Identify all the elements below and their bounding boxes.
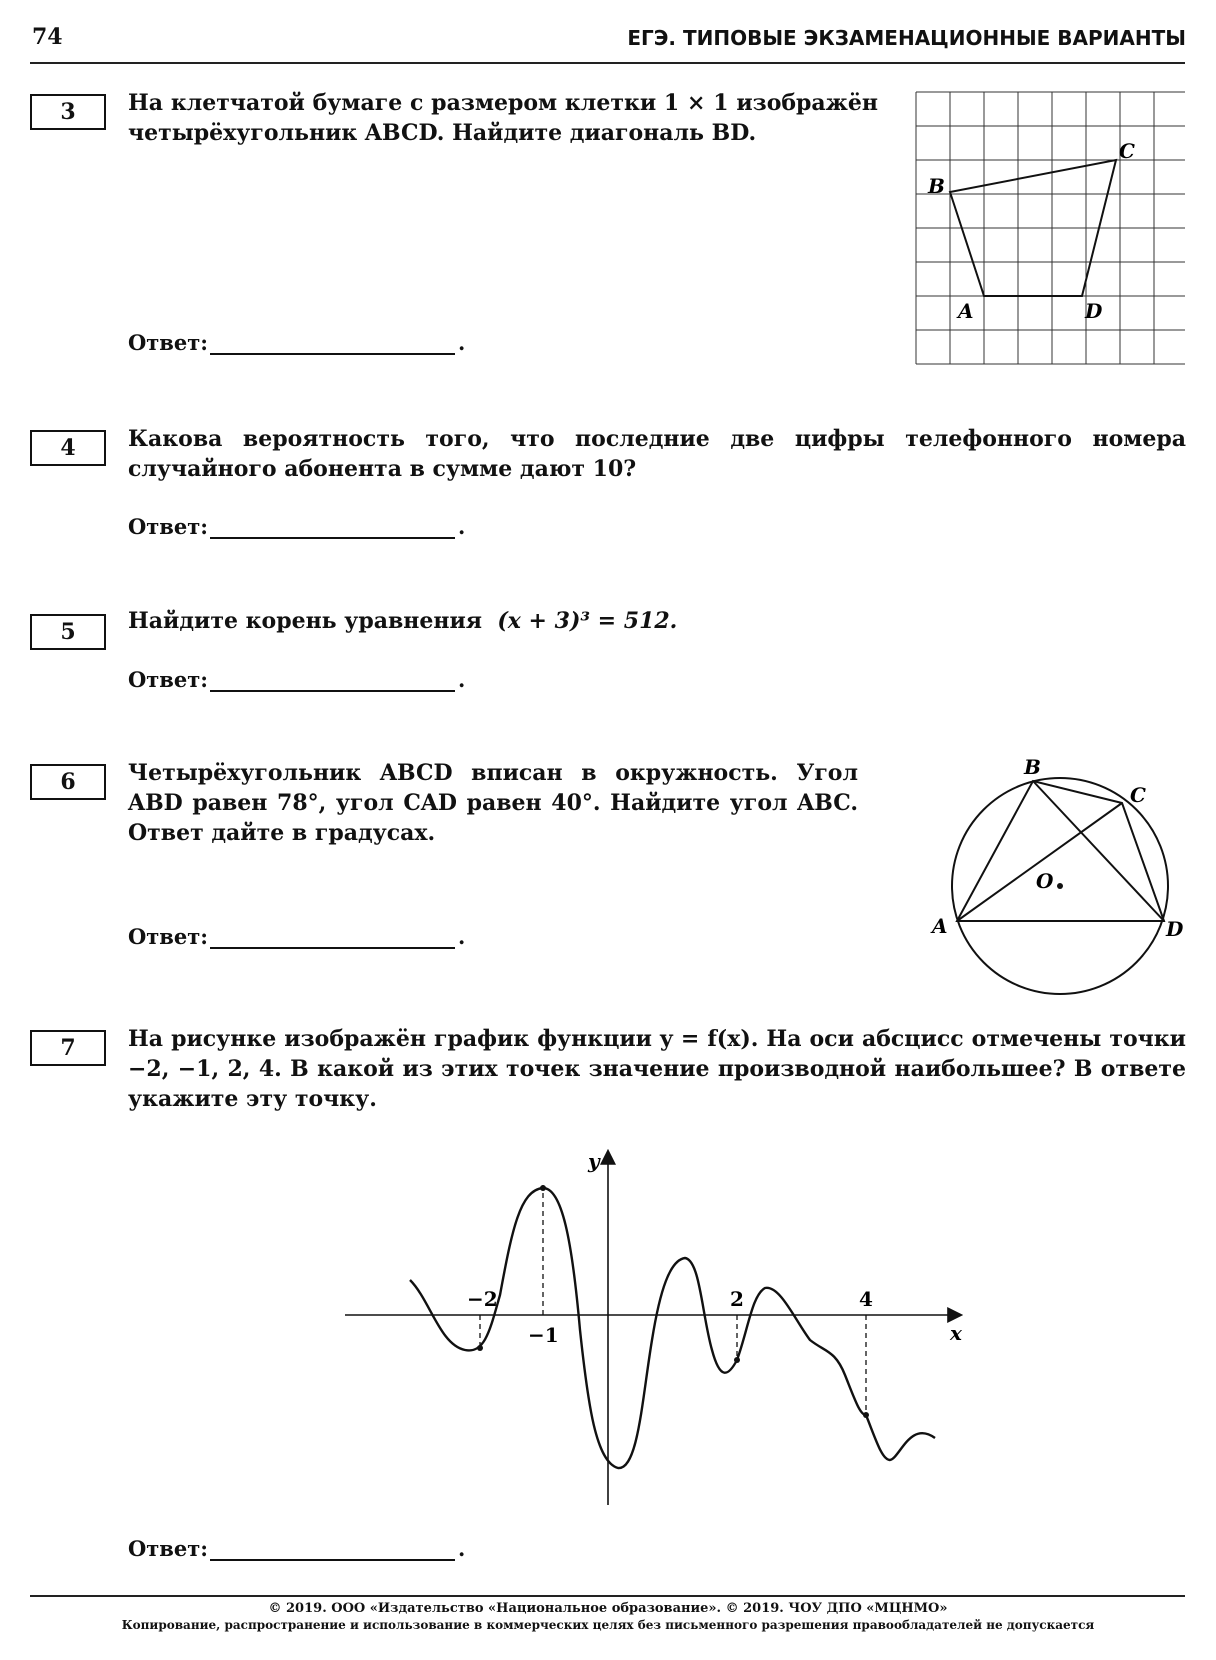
answer-blank[interactable] — [210, 925, 455, 949]
running-title: ЕГЭ. ТИПОВЫЕ ЭКЗАМЕНАЦИОННЫЕ ВАРИАНТЫ — [627, 26, 1186, 50]
task-3-grid-figure — [910, 90, 1185, 370]
task-6-answer: Ответ: . — [128, 924, 466, 949]
page-number: 74 — [32, 24, 63, 50]
task-3-number-box: 3 — [30, 94, 106, 130]
task-5-number-box: 5 — [30, 614, 106, 650]
answer-label: Ответ: — [128, 514, 209, 539]
footer-divider — [30, 1595, 1185, 1597]
point-minus-2 — [477, 1345, 483, 1351]
label-c: C — [1130, 783, 1146, 807]
task-7-function-graph — [340, 1140, 980, 1520]
function-curve — [410, 1188, 935, 1468]
answer-blank[interactable] — [210, 515, 455, 539]
copyright-line: © 2019. ООО «Издательство «Национальное образование». © 2019. ЧОУ ДПО «МЦНМО» — [268, 1601, 948, 1616]
diagonal-ac — [957, 803, 1122, 921]
task-5-equation: (x + 3)³ = 512. — [497, 608, 678, 634]
tick-label-4: 4 — [859, 1287, 873, 1311]
answer-label: Ответ: — [128, 1536, 209, 1561]
point-minus-1 — [540, 1185, 546, 1191]
task-5-text — [128, 606, 1028, 636]
center-point — [1057, 883, 1063, 889]
answer-label: Ответ: — [128, 330, 209, 355]
tick-label-minus-1: −1 — [528, 1323, 559, 1347]
label-o: O — [1036, 869, 1054, 893]
task-3-text: На клетчатой бумаге с размером клетки 1 × 1 изображён четырёхугольник ABCD. Найдите диагональ BD. — [128, 90, 878, 146]
label-a: A — [958, 299, 974, 323]
task-6-text: Четырёхугольник ABCD вписан в окружность. Угол ABD равен 78°, угол CAD равен 40°. Найдите угол ABC. Ответ дайте в градусах. — [128, 760, 858, 846]
task-5-text-before: Найдите корень уравнения — [128, 608, 483, 634]
label-b: B — [928, 174, 945, 198]
header-divider — [30, 62, 1185, 64]
usage-notice: Копирование, распространение и использование в коммерческих целях без письменного разрешения правообладателей не допускается — [121, 1618, 1095, 1632]
answer-blank[interactable] — [210, 331, 455, 355]
label-d: D — [1166, 917, 1184, 941]
tick-label-minus-2: −2 — [467, 1287, 498, 1311]
y-axis-label: y — [588, 1149, 600, 1173]
task-4-answer: Ответ: . — [128, 514, 466, 539]
label-c: C — [1119, 139, 1135, 163]
label-d: D — [1085, 299, 1103, 323]
answer-label: Ответ: — [128, 924, 209, 949]
tick-label-2: 2 — [730, 1287, 744, 1311]
label-b: B — [1024, 756, 1041, 779]
task-3-answer: Ответ: . — [128, 330, 466, 355]
task-6-number-box: 6 — [30, 764, 106, 800]
point-4 — [863, 1412, 869, 1418]
point-2 — [734, 1357, 740, 1363]
task-6-circle-figure — [920, 756, 1185, 1001]
x-axis-label: x — [950, 1321, 962, 1345]
task-4-number-box: 4 — [30, 430, 106, 466]
answer-label: Ответ: — [128, 667, 209, 692]
task-5-answer: Ответ: . — [128, 667, 466, 692]
label-a: A — [932, 914, 948, 938]
task-7-text: На рисунке изображён график функции y = f(x). На оси абсцисс отмечены точки −2, −1, 2, 4. В какой из этих точек значение производной наибольшее? В ответе укажите эту точку. — [128, 1026, 1186, 1112]
answer-blank[interactable] — [210, 1537, 455, 1561]
task-7-answer: Ответ: . — [128, 1536, 466, 1561]
task-4-text: Какова вероятность того, что последние две цифры телефонного номера случайного абонента в сумме дают 10? — [128, 426, 1186, 482]
task-7-number-box: 7 — [30, 1030, 106, 1066]
answer-blank[interactable] — [210, 668, 455, 692]
